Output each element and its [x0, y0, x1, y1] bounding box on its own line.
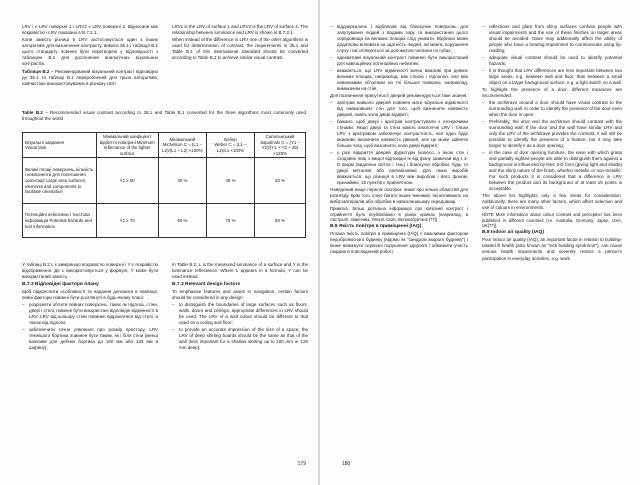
note: NOTE More information about colour contrast and perception has been published in different countries (i.e. Australia, Germany, Japan, USA, UK[77]). — [482, 212, 622, 229]
list-item: – у разі відкриття дверей фурнітури (колесо, з якою стін і сходових лиці з вищої відповідні їх від фону зазвичай від з 3-D форм (виділена світла і тінь) і блискучої обробки, будь то двері металеві або нелеміновані. Для таких виробів вважається, що різниця в LRV між виробом і його фоном, принаймні, 15 пунктів є прийнятною. — [330, 150, 468, 186]
table-caption-en-wrap — [22, 110, 306, 123]
paragraph: Наведений вище перелік охоплює лише про кілька областей для розгляду. Крім того, існує багато інших чинників, які впливають на вибір матеріалів або обробки в навколишньому середовищі. — [330, 186, 468, 204]
bullet-list — [482, 100, 622, 192]
paragraph: Коли замість різниці в LRV застосовується один з інших алгоритмів для визначення контрасту, вимоги 35.1 і таблиця В.1 цього стандарту повинні бути перетворені у відповідності з таблицею В.2 для досягнення аналогічних візуальних контрастів. — [22, 37, 158, 67]
paragraph: Для позначення присутності дверей рекомендується таке знання: — [330, 92, 468, 98]
list-item: – вважається, що LRV відмінності менш важливі при деяких великих площах, наприклад, між стіною і підлогою, але між невеликими об'єктами на тлі більшої поверхні, наприклад, вимикачем на стіні. — [330, 68, 468, 92]
list-item: – to provide an accurate impression of the size of a space, the LRV of deep skirting boards should be the same as that of the wall (less important for a shallow skirting up to 100 mm or 125 mm deep); — [172, 327, 308, 351]
en-column-right — [482, 24, 622, 263]
paragraph: Погана якість повітря в приміщенні (IAQ) є важливим фактором недоброякісного будинку (відомо як "синдром хворого будинку") і може ввімкнути серйозні порушення здоров'я і обмежити участь людини в повсякденній роботі. — [330, 231, 468, 255]
section-heading-ua: В.7.3 Відповідні фактори плану — [22, 281, 99, 287]
ua-column-left — [22, 24, 158, 88]
paragraph: To emphasise features and assist in navigation, certain factors should be considered in any design: — [172, 288, 308, 300]
contrast-table — [22, 132, 306, 238]
bullet-list — [22, 302, 158, 351]
ua-column-left-lower — [22, 262, 158, 352]
section-heading-en: B.7.3 Relevant design factors — [172, 281, 241, 287]
table-caption-en: Table B.2 – Recommended visual contrast according to 35.1 and Table B.1 converted for the three algorithms most commonly used throughout the world — [22, 110, 306, 122]
paragraph: When instead of the difference in LRV one of the other algorithms is used for determination of contrast, the requirements in 35.1 and Table B.1 of this International Standard should be converted according to Table B.2 to achieve similar visual contrast. — [172, 37, 308, 61]
section-heading-en: B.8 Indoor air quality (IAQ) — [482, 230, 544, 236]
list-item: – віддзеркалень і відблисків від блискучих поверхонь для запутування людей з вадами зору та використання цього середовища на великих площах слід уникати. Відблиск може додатково впливати на здатність людей, які мають порушення слуху і які спілкуються за допомогою читання по губах; — [330, 24, 468, 54]
paragraph: In Table B.2, L is the measured luminance of a surface and Y is the luminance reflectance. Where L appears in a formula, Y can be used instead. — [172, 262, 308, 280]
table-header-row: Візуальні завдання Visual task Мінімальний коефіцієнт відбиття поверхні Minimum reflectance of the lighter surface Мінімальний Michelson C = (L1 – L2)/(L1 + L2) ×100% Вебер Weber C = (L1 – L2)/L1 ×100% Сапольнський Sapolinski C = (Y1 – Y2)/(Y1 + Y2 + 25) ×125% — [23, 133, 306, 158]
section-heading-ua: В.8 Якість повітря в приміщенні (IAQ) — [330, 224, 422, 230]
right-page — [320, 0, 640, 485]
paragraph: У таблиці В.2 L є виміряною яскравістю поверхні і Y є яскравістю відображення. Де L використовується у формулі, Y може бути використаний замість. — [22, 262, 158, 280]
list-item: – архітрав навколо дверей повинен мати візуальні відмінності від навколишніх стін для того, щоб визначити наявність дверей, навіть коли двері відкриті; — [330, 100, 468, 118]
list-item: – адекватний візуальний контраст повинен бути використаний для навігаційних потенційних небезпек; — [330, 55, 468, 67]
table-caption-ua: Таблиця В.2 – Рекомендований візуальний контраст відповідно до 35.1 та таблиці В.1 перероблений для трьох алгоритмів, найчастіше використовуваних в різному світі — [22, 68, 158, 86]
page-number: 179 — [297, 461, 306, 467]
en-column-left-lower — [172, 262, 308, 352]
list-item: – reflections and glare from shiny surfaces confuse people with visual impairments and the use of these finishes on larger areas should be avoided. Glare may additionally affect the ability of people who have a hearing impairment to communicate using lip-reading; — [482, 24, 622, 54]
list-item: – забезпечити точне уявлення про розмір простору, LRV темнішого бортика повинен бути таким, як і біля стіни (менш важливе для дебних бортика до 100 мм або 125 мм в ширину); — [22, 327, 158, 351]
note: Примітка. Більш детальна інформація про колірний контраст і сприйняття було опубліковано в різних країнах (наприклад, в Австралії, Німеччині, Японії, США, Великобританії [77]). — [330, 206, 468, 223]
left-page — [0, 0, 318, 485]
bullet-list — [482, 24, 622, 86]
list-item: – adequate visual contrast should be used to identify potential hazards; — [482, 55, 622, 67]
paragraph: Poor indoor air quality (IAQ), an important factor in relation to building-related ill health (also known as "sick building syndrome"), can cause serious health impairments and severely restrict a person's participation in everyday activities, e.g. work. — [482, 237, 622, 261]
list-item: – Preferably, the door and the architrave should contrast with the surrounding wall. If the door and the wall have similar LRV and only the LRV of the architrave provides the contrast, it will still be possible to identify the presence of a feature, but it may take longer to identify it as a door opening; — [482, 119, 622, 149]
list-item: – бажано, щоб двері і архітрав контрастували з оточуючими стінами. Якщо двері та стіна мають аналогічні LRV і тільки LRV з архітравом забезпечує контрастність, все одно буде можливо визначити наявність дверей, але це може зайняти більше часу, щоб визначити, коли двері відкриті; — [330, 119, 468, 149]
table-row: Великі площі поверхонь, кількість і компоненти для полегшення орієнтації Large area surfaces, elements and components to facilitate orientation Y1 ≥ 50 30 % 46 % 30 % — [23, 158, 306, 204]
ua-column-right — [330, 24, 468, 257]
list-item: – in the case of door opening furniture, the ease with which grasp and partially sighted people are able to distinguish them against a background is influenced by their 3-D form (giving light and shade) and the shiny nature of the finish, whether metallic or non-metallic. For such products it is considered that a difference in LRV between the product and its background of at least 15 points is acceptable. — [482, 150, 622, 192]
list-item: – it is thought that LRV differences are less important between two large areas, e.g. between wall and floor, than between a small object on a larger background surface, e.g. a light switch on a wall. — [482, 68, 622, 86]
list-item: – the architrave around a door should have visual contrast to the surrounding wall, in order to identify the presence of the door even when the door is open; — [482, 100, 622, 118]
page-number: 180 — [342, 461, 351, 467]
bullet-list — [330, 24, 468, 92]
list-item: – to distinguish the boundaries of large surfaces such as floors, walls, doors and ceilings, appropriate differences in LRV should be used. The LRV of a wall colour should be different to that used on a ceiling and floor; — [172, 302, 308, 326]
bullet-list — [330, 100, 468, 186]
paragraph: LRV і є LRV поверхні 1 і LRV2 є LRV поверхні 2. Відносини між яскравістю і LRV показано в В.7.2.1. — [22, 24, 158, 36]
paragraph: To highlight the presence of a door, different measures are recommended: — [482, 86, 622, 98]
en-column-left — [172, 24, 308, 63]
paragraph: LRV1 is the LRV of surface 1 and LRV2 is the LRV of surface 2. The relationship between luminance and LRV is shown in B.7.2.1. — [172, 24, 308, 36]
list-item: – розрізняти об'єкти певних поверхонь, таких як підлога, стіни, двері і стелі, повинні бути використані відповідні відмінності в LRV. LRV від кольору стіни повинен відрізнятися від стелі, а також від підлоги; — [22, 302, 158, 326]
table-row: Потенційні небезпеки і текстова інформація Potential hazards and text information Y1 ≥ 70 60 % 75 % 60 % — [23, 204, 306, 238]
paragraph: The above list highlights only a few areas for consideration. Additionally, there are many other factors, which affect selection and use of colours in environments. — [482, 192, 622, 210]
paragraph: Щоб підкреслити особливості та надання допомоги в навігації, певні фактори повинні бути розглянуті в будь-якому плані: — [22, 288, 158, 300]
bullet-list — [172, 302, 308, 351]
